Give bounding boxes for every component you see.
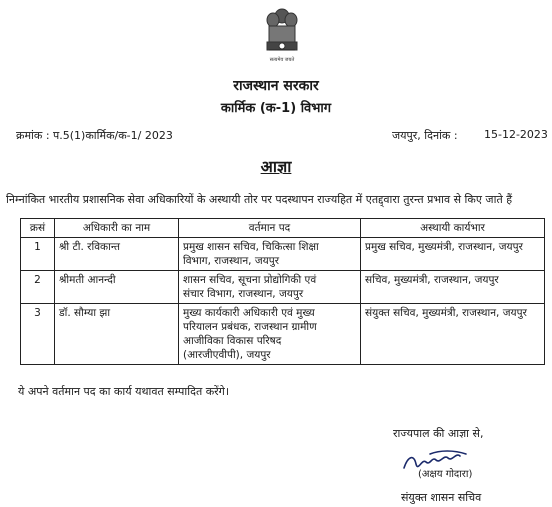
- emblem-motto: सत्यमेव जयते: [269, 57, 295, 63]
- order-authority: राज्यपाल की आज्ञा से,: [393, 427, 484, 440]
- serial-number: 1: [21, 238, 55, 271]
- state-government-heading: राजस्थान सरकार: [233, 78, 319, 94]
- current-post-line: मुख्य कार्यकारी अधिकारी एवं मुख्य: [183, 307, 315, 319]
- table-row: [21, 271, 545, 304]
- current-post-line: (आरजीएवीपी), जयपुर: [183, 349, 271, 361]
- current-post: [179, 304, 361, 365]
- order-intro-text: निम्नांकित भारतीय प्रशासनिक सेवा अधिकारियों के अस्थायी तोर पर पदस्थापन राज्यहित में एतद्द्वारा तुरन्त प्रभाव से किए जाते हैं: [6, 193, 513, 206]
- continuation-note: ये अपने वर्तमान पद का कार्य यथावत सम्पादित करेंगे।: [18, 385, 230, 398]
- current-post-line: आजीविका विकास परिषद: [183, 335, 282, 347]
- current-post: [179, 238, 361, 271]
- signatory-name: (अक्षय गोदारा): [418, 469, 473, 480]
- place-label: जयपुर, दिनांक :: [392, 129, 458, 142]
- temporary-charge: संयुक्त सचिव, मुख्यमंत्री, राजस्थान, जयपुर: [361, 304, 545, 365]
- table-row: [21, 238, 545, 271]
- col-header-serial: क्रसं: [21, 219, 55, 238]
- current-post-line: संचार विभाग, राजस्थान, जयपुर: [183, 288, 304, 300]
- current-post: [179, 271, 361, 304]
- reference-number: क्रमांक : प.5(1)कार्मिक/क-1/ 2023: [16, 129, 173, 142]
- temporary-charge: सचिव, मुख्यमंत्री, राजस्थान, जयपुर: [361, 271, 545, 304]
- table-header-row: [21, 219, 545, 238]
- posting-table: [20, 218, 545, 365]
- state-emblem-icon: [259, 6, 305, 68]
- col-header-temporary-charge: अस्थायी कार्यभार: [361, 219, 545, 238]
- serial-number: 2: [21, 271, 55, 304]
- col-header-current-post: वर्तमान पद: [179, 219, 361, 238]
- current-post-line: प्रमुख शासन सचिव, चिकित्सा शिक्षा: [183, 241, 319, 253]
- current-post-line: शासन सचिव, सूचना प्रोद्योगिकी एवं: [183, 274, 317, 286]
- current-post-line: परियालन प्रबंधक, राजस्थान ग्रामीण: [183, 321, 317, 333]
- temporary-charge: प्रमुख सचिव, मुख्यमंत्री, राजस्थान, जयपुर: [361, 238, 545, 271]
- order-title: आज्ञा: [260, 157, 292, 176]
- department-heading: कार्मिक (क-1) विभाग: [220, 101, 332, 116]
- officer-name: श्रीमती आनन्दी: [55, 271, 179, 304]
- table-row: [21, 304, 545, 365]
- officer-name: श्री टी. रविकान्त: [55, 238, 179, 271]
- current-post-line: विभाग, राजस्थान, जयपुर: [183, 255, 279, 267]
- officer-name: डॉ. सौम्या झा: [55, 304, 179, 365]
- order-date: 15-12-2023: [484, 128, 548, 141]
- serial-number: 3: [21, 304, 55, 365]
- col-header-officer-name: अधिकारी का नाम: [55, 219, 179, 238]
- signatory-designation: संयुक्त शासन सचिव: [401, 491, 482, 504]
